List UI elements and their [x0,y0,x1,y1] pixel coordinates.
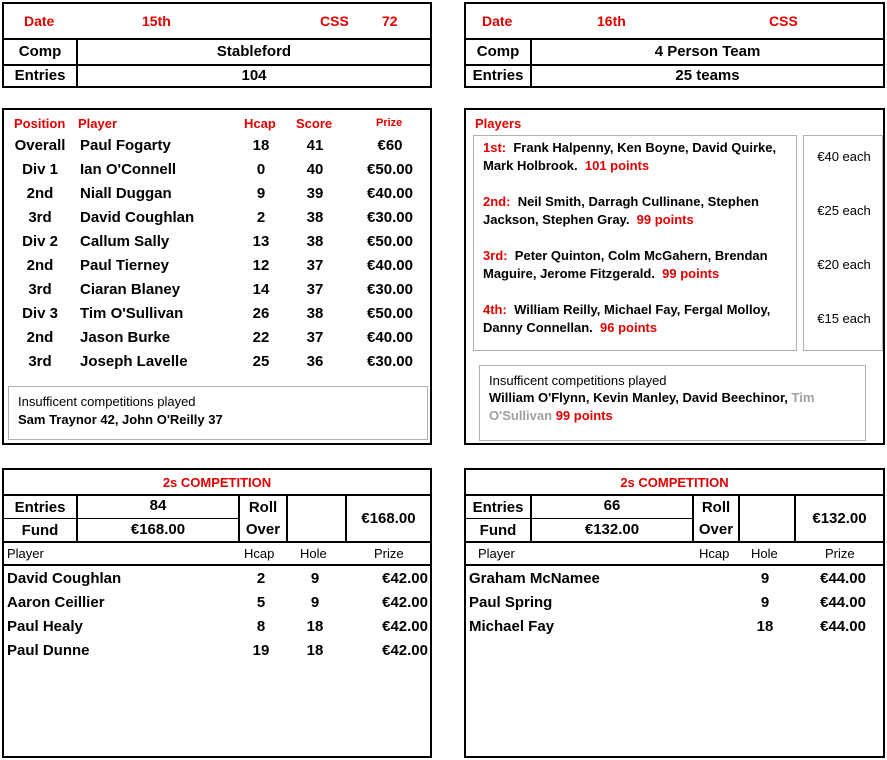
twos1-over-label: Over [245,521,281,538]
teams-insufficient-line1: William O'Flynn, Kevin Manley, David Beechinor, [489,390,788,405]
results-row-player: David Coughlan [80,209,195,226]
results-row-player: Tim O'Sullivan [80,305,184,322]
team-entry-points: 96 points [600,320,658,335]
teams-box [464,108,885,445]
twos2-row-prize: €44.00 [820,570,866,587]
twos1-fund-value: €168.00 [130,521,186,538]
teams-insufficient-box [479,365,866,441]
twos2-fund-value: €132.00 [584,521,640,538]
results-row-prize: €30.00 [367,353,413,370]
team-entry [483,301,795,337]
twos1-row-prize: €42.00 [382,594,428,611]
results-row-player: Paul Tierney [80,257,169,274]
team-entry-prize: €40 each [817,149,871,164]
results-header-prize: Prize [376,117,403,129]
results-row-score: 38 [306,209,324,226]
twos1-row-player: Paul Dunne [7,642,90,659]
results-row-player: Joseph Lavelle [80,353,188,370]
results-row-prize: €40.00 [367,329,413,346]
results-row-position: Div 3 [22,305,58,322]
day2-comp-label: Comp [476,43,520,60]
day2-entries-label: Entries [472,67,524,84]
results-row-player: Niall Duggan [80,185,172,202]
twos2-fund-label: Fund [479,522,517,539]
twos1-title: 2s COMPETITION [162,475,272,490]
results-row-position: 2nd [26,185,54,202]
results-row-position: Overall [14,137,66,154]
twos1-row-hole: 18 [306,618,324,635]
results-row-score: 38 [306,233,324,250]
teams-insufficient-label: Insufficent competitions played [489,373,667,388]
results-row-prize: €30.00 [367,209,413,226]
day1-date-label: Date [24,13,55,29]
team-entry-place: 1st: [483,140,507,155]
team-entry-prize: €25 each [817,203,871,218]
twos1-header-hole: Hole [300,546,327,561]
team-entry-points: 101 points [584,158,650,173]
day1-date-value: 15th [142,13,171,29]
results-box [2,108,432,445]
results-row-hcap: 26 [252,305,270,322]
team-entry-points: 99 points [636,212,694,227]
day1-css-value: 72 [382,13,398,29]
results-row-player: Ciaran Blaney [80,281,181,298]
results-header-hcap: Hcap [244,116,276,131]
teams-insufficient-gray2: O'Sullivan [489,408,553,423]
team-entry-line1: Neil Smith, Darragh Cullinane, Stephen [517,194,759,209]
twos1-header-player: Player [7,546,44,561]
twos1-box [2,468,432,758]
results-insufficient-box [8,386,428,440]
twos1-row-hcap: 8 [256,618,266,635]
twos2-row-player: Graham McNamee [469,570,600,587]
results-row-score: 36 [306,353,324,370]
results-row-score: 37 [306,281,324,298]
results-header-player: Player [78,116,118,131]
results-row-score: 39 [306,185,324,202]
results-row-prize: €50.00 [367,161,413,178]
day2-entries-value: 25 teams [675,67,740,84]
results-row-position: 3rd [28,281,52,298]
results-row-player: Jason Burke [80,329,171,346]
results-insufficient-label: Insufficent competitions played [18,394,196,409]
day2-date-value: 16th [597,13,626,29]
twos2-header-player: Player [478,546,515,561]
team-entry-line2: Jackson, Stephen Gray. [483,212,630,227]
twos1-row-hole: 9 [310,594,320,611]
results-row-position: 2nd [26,257,54,274]
team-entry-line1: Peter Quinton, Colm McGahern, Brendan [514,248,768,263]
twos1-row-hole: 18 [306,642,324,659]
twos2-row-prize: €44.00 [820,618,866,635]
twos2-row-player: Michael Fay [469,618,555,635]
twos2-row-prize: €44.00 [820,594,866,611]
results-header-position: Position [14,116,66,131]
day2-css-label: CSS [769,13,798,29]
team-entry-line1: William Reilly, Michael Fay, Fergal Molloy, [514,302,771,317]
results-row-prize: €40.00 [367,185,413,202]
day2-comp-value: 4 Person Team [654,43,761,60]
results-row-prize: €60 [377,137,403,154]
results-header-score: Score [296,116,333,131]
twos1-row-hcap: 2 [256,570,266,587]
twos1-row-hcap: 19 [252,642,270,659]
results-row-hcap: 14 [252,281,270,298]
twos2-roll-label: Roll [701,499,731,516]
day2-date-label: Date [482,13,513,29]
twos2-header-hole: Hole [751,546,778,561]
results-row-prize: €50.00 [367,233,413,250]
team-entry [483,139,795,175]
teams-insufficient-gray1: Tim [791,390,815,405]
team-entry-line2: Danny Connellan. [483,320,593,335]
results-row-score: 37 [306,329,324,346]
day2-info-box [464,2,885,88]
results-row-hcap: 12 [252,257,270,274]
twos2-over-label: Over [698,521,734,538]
twos2-title: 2s COMPETITION [620,475,729,490]
results-row-position: 3rd [28,209,52,226]
team-entry-place: 2nd: [483,194,511,209]
results-row-hcap: 13 [252,233,270,250]
twos2-box [464,468,885,758]
team-entry-place: 3rd: [483,248,508,263]
twos1-row-prize: €42.00 [382,570,428,587]
results-row-player: Ian O'Connell [80,161,177,178]
twos2-total: €132.00 [812,510,867,527]
twos1-header-prize: Prize [374,546,404,561]
results-row-player: Paul Fogarty [80,137,171,154]
results-row-player: Callum Sally [80,233,170,250]
twos1-row-player: Paul Healy [7,618,83,635]
twos1-row-hole: 9 [310,570,320,587]
twos2-row-hole: 9 [760,570,770,587]
teams-insufficient-points: 99 points [555,408,613,423]
twos1-entries-value: 84 [149,497,167,514]
results-row-position: Div 1 [22,161,58,178]
twos1-entries-label: Entries [14,499,66,516]
teams-insufficient-names [489,389,859,425]
team-entry [483,193,795,229]
team-entry-prize: €15 each [817,311,871,326]
day1-entries-label: Entries [14,67,66,84]
results-insufficient-names: Sam Traynor 42, John O'Reilly 37 [18,412,223,427]
results-row-score: 41 [306,137,324,154]
day1-entries-value: 104 [241,67,267,84]
day1-comp-label: Comp [18,43,62,60]
twos1-row-hcap: 5 [256,594,266,611]
results-row-prize: €40.00 [367,257,413,274]
results-row-hcap: 18 [252,137,270,154]
twos2-header-prize: Prize [825,546,855,561]
twos2-header-hcap: Hcap [699,546,730,561]
results-row-prize: €50.00 [367,305,413,322]
day1-css-label: CSS [320,13,349,29]
results-row-hcap: 25 [252,353,270,370]
twos2-row-player: Paul Spring [469,594,553,611]
results-row-hcap: 2 [256,209,266,226]
team-entry-line2: Mark Holbrook. [483,158,578,173]
twos2-row-hole: 9 [760,594,770,611]
team-entry-line2: Maguire, Jerome Fitzgerald. [483,266,655,281]
twos2-row-hole: 18 [756,618,774,635]
twos1-row-prize: €42.00 [382,618,428,635]
results-row-prize: €30.00 [367,281,413,298]
twos1-roll-label: Roll [248,499,278,516]
results-row-score: 37 [306,257,324,274]
team-entry-line1: Frank Halpenny, Ken Boyne, David Quirke, [513,140,777,155]
team-entry [483,247,795,283]
twos1-row-prize: €42.00 [382,642,428,659]
results-row-score: 38 [306,305,324,322]
results-row-hcap: 9 [256,185,266,202]
day1-comp-value: Stableford [216,43,292,60]
team-entry-place: 4th: [483,302,507,317]
twos1-row-player: David Coughlan [7,570,122,587]
twos1-header-hcap: Hcap [244,546,275,561]
teams-header: Players [475,116,522,131]
results-row-hcap: 22 [252,329,270,346]
results-row-position: Div 2 [22,233,58,250]
day1-info-box [2,2,432,88]
twos1-total: €168.00 [361,510,416,527]
twos1-row-player: Aaron Ceillier [7,594,105,611]
results-row-score: 40 [306,161,324,178]
results-row-hcap: 0 [256,161,266,178]
twos1-fund-label: Fund [21,522,59,539]
team-entry-points: 99 points [662,266,720,281]
results-row-position: 3rd [28,353,52,370]
results-row-position: 2nd [26,329,54,346]
team-entry-prize: €20 each [817,257,871,272]
twos2-entries-label: Entries [472,499,524,516]
twos2-entries-value: 66 [603,497,621,514]
